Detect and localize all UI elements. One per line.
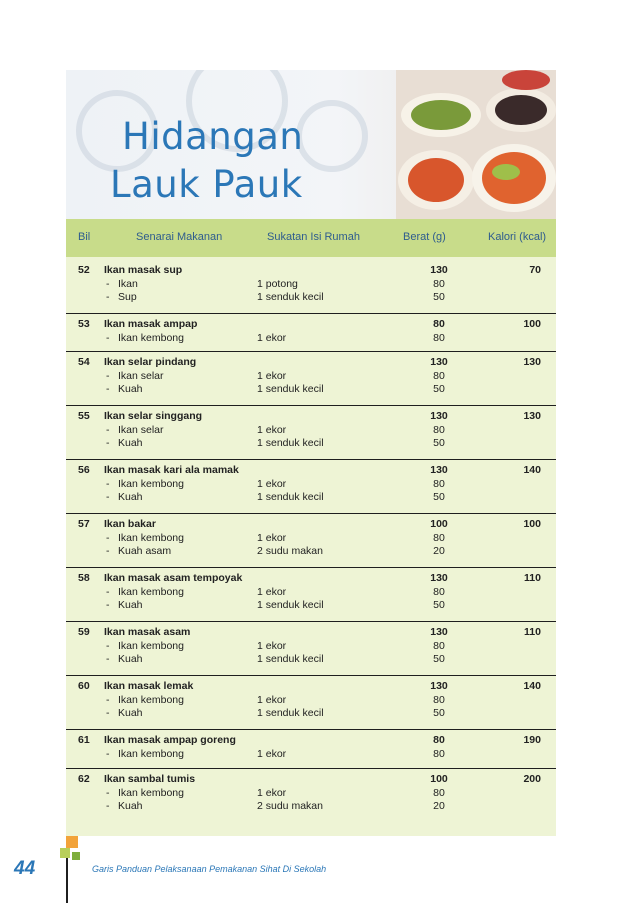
component-weight: 50 — [433, 653, 445, 665]
component-row — [66, 424, 556, 437]
household-measure: 1 ekor — [257, 370, 287, 382]
food-name: Ikan masak asam tempoyak — [104, 572, 243, 584]
component-name: Kuah — [118, 383, 143, 395]
component-weight: 80 — [433, 478, 445, 490]
component-row — [66, 599, 556, 612]
bullet-dash: - — [106, 653, 110, 665]
row-divider — [66, 621, 556, 622]
component-name: Ikan selar — [118, 424, 164, 436]
component-weight: 80 — [433, 532, 445, 544]
row-divider — [66, 459, 556, 460]
page-number: 44 — [14, 858, 36, 879]
component-weight: 50 — [433, 383, 445, 395]
household-measure: 1 ekor — [257, 332, 287, 344]
component-weight: 20 — [433, 800, 445, 812]
component-name: Kuah asam — [118, 545, 172, 557]
household-measure: 1 senduk kecil — [257, 653, 324, 665]
component-name: Ikan selar — [118, 370, 164, 382]
component-row — [66, 694, 556, 707]
component-name: Kuah — [118, 437, 143, 449]
total-weight: 130 — [430, 464, 448, 476]
food-name: Ikan sambal tumis — [104, 773, 196, 785]
household-measure: 1 senduk kecil — [257, 491, 324, 503]
household-measure: 1 ekor — [257, 694, 287, 706]
column-header-sukatan: Sukatan Isi Rumah — [267, 231, 360, 243]
calories: 110 — [524, 572, 541, 584]
household-measure: 1 senduk kecil — [257, 437, 324, 449]
component-name: Ikan kembong — [118, 787, 184, 799]
bullet-dash: - — [106, 291, 110, 303]
bullet-dash: - — [106, 694, 110, 706]
bullet-dash: - — [106, 424, 110, 436]
calories: 130 — [523, 356, 541, 368]
row-divider — [66, 675, 556, 676]
component-name: Sup — [118, 291, 137, 303]
bullet-dash: - — [106, 370, 110, 382]
calories: 200 — [523, 773, 541, 785]
bullet-dash: - — [106, 800, 110, 812]
total-weight: 130 — [430, 356, 448, 368]
row-divider — [66, 513, 556, 514]
page-title-line1: Hidangan — [122, 115, 304, 158]
component-weight: 80 — [433, 586, 445, 598]
component-name: Ikan kembong — [118, 586, 184, 598]
household-measure: 1 ekor — [257, 640, 287, 652]
component-row — [66, 332, 556, 345]
household-measure: 1 senduk kecil — [257, 383, 324, 395]
column-header-bil: Bil — [78, 231, 91, 243]
decor-square — [72, 852, 80, 860]
bullet-dash: - — [106, 599, 110, 611]
row-number: 54 — [78, 356, 90, 368]
row-divider — [66, 729, 556, 730]
component-name: Kuah — [118, 653, 143, 665]
component-weight: 50 — [433, 291, 445, 303]
row-number: 53 — [78, 318, 90, 330]
calories: 190 — [523, 734, 541, 746]
food-name: Ikan selar pindang — [104, 356, 197, 368]
component-weight: 50 — [433, 707, 445, 719]
row-number: 62 — [78, 773, 90, 785]
food-name: Ikan masak kari ala mamak — [104, 464, 239, 476]
household-measure: 1 senduk kecil — [257, 599, 324, 611]
calories: 100 — [523, 318, 541, 330]
bullet-dash: - — [106, 707, 110, 719]
component-weight: 80 — [433, 640, 445, 652]
calories: 140 — [523, 680, 541, 692]
food-name: Ikan selar singgang — [104, 410, 203, 422]
row-number: 60 — [78, 680, 90, 692]
bullet-dash: - — [106, 787, 110, 799]
total-weight: 80 — [433, 734, 445, 746]
row-divider — [66, 351, 556, 352]
household-measure: 1 ekor — [257, 748, 287, 760]
column-header-berat: Berat (g) — [403, 231, 446, 243]
bullet-dash: - — [106, 332, 110, 344]
household-measure: 1 ekor — [257, 424, 287, 436]
household-measure: 1 ekor — [257, 532, 287, 544]
component-weight: 50 — [433, 437, 445, 449]
row-divider — [66, 313, 556, 314]
row-divider — [66, 405, 556, 406]
bullet-dash: - — [106, 545, 110, 557]
component-row — [66, 370, 556, 383]
bullet-dash: - — [106, 640, 110, 652]
bullet-dash: - — [106, 586, 110, 598]
component-row — [66, 291, 556, 304]
calories: 140 — [523, 464, 541, 476]
column-header-kalori: Kalori (kcal) — [488, 231, 547, 243]
component-row — [66, 278, 556, 291]
component-weight: 80 — [433, 748, 445, 760]
row-number: 57 — [78, 518, 90, 530]
bullet-dash: - — [106, 383, 110, 395]
total-weight: 100 — [430, 773, 448, 785]
row-number: 55 — [78, 410, 90, 422]
food-name: Ikan masak asam — [104, 626, 191, 638]
component-row — [66, 653, 556, 666]
component-name: Ikan kembong — [118, 640, 184, 652]
component-row — [66, 707, 556, 720]
total-weight: 130 — [430, 680, 448, 692]
component-row — [66, 383, 556, 396]
table-header — [66, 219, 556, 257]
component-name: Ikan — [118, 278, 138, 290]
component-row — [66, 545, 556, 558]
component-name: Ikan kembong — [118, 332, 184, 344]
household-measure: 1 senduk kecil — [257, 291, 324, 303]
component-row — [66, 640, 556, 653]
row-number: 58 — [78, 572, 90, 584]
component-row — [66, 532, 556, 545]
component-row — [66, 437, 556, 450]
row-number: 52 — [78, 264, 90, 276]
row-divider — [66, 567, 556, 568]
total-weight: 130 — [430, 410, 448, 422]
total-weight: 80 — [433, 318, 445, 330]
component-weight: 20 — [433, 545, 445, 557]
food-name: Ikan masak ampap — [104, 318, 198, 330]
total-weight: 130 — [430, 264, 448, 276]
household-measure: 2 sudu makan — [257, 800, 323, 812]
household-measure: 1 ekor — [257, 478, 287, 490]
component-weight: 80 — [433, 694, 445, 706]
bullet-dash: - — [106, 278, 110, 290]
footer-text: Garis Panduan Pelaksanaan Pemakanan Sihat Di Sekolah — [92, 864, 327, 874]
component-row — [66, 491, 556, 504]
row-number: 56 — [78, 464, 90, 476]
bullet-dash: - — [106, 532, 110, 544]
bullet-dash: - — [106, 748, 110, 760]
component-weight: 80 — [433, 332, 445, 344]
household-measure: 2 sudu makan — [257, 545, 323, 557]
component-name: Kuah — [118, 491, 143, 503]
row-number: 59 — [78, 626, 90, 638]
calories: 100 — [523, 518, 541, 530]
component-row — [66, 800, 556, 813]
component-weight: 50 — [433, 599, 445, 611]
bullet-dash: - — [106, 491, 110, 503]
component-weight: 80 — [433, 424, 445, 436]
calories: 110 — [524, 626, 541, 638]
component-weight: 80 — [433, 278, 445, 290]
component-name: Ikan kembong — [118, 748, 184, 760]
decor-square — [60, 848, 70, 858]
calories: 130 — [523, 410, 541, 422]
component-name: Ikan kembong — [118, 532, 184, 544]
row-divider — [66, 768, 556, 769]
calories: 70 — [529, 264, 541, 276]
component-name: Kuah — [118, 707, 143, 719]
component-row — [66, 748, 556, 761]
food-name: Ikan masak sup — [104, 264, 183, 276]
component-name: Kuah — [118, 599, 143, 611]
household-measure: 1 ekor — [257, 586, 287, 598]
food-name: Ikan masak lemak — [104, 680, 194, 692]
bullet-dash: - — [106, 478, 110, 490]
household-measure: 1 ekor — [257, 787, 287, 799]
swirl-decoration — [296, 100, 368, 172]
component-name: Ikan kembong — [118, 478, 184, 490]
decor-square — [66, 836, 78, 848]
row-number: 61 — [78, 734, 90, 746]
component-name: Ikan kembong — [118, 694, 184, 706]
column-header-senarai-makanan: Senarai Makanan — [136, 231, 223, 243]
total-weight: 130 — [430, 572, 448, 584]
component-row — [66, 586, 556, 599]
bullet-dash: - — [106, 437, 110, 449]
component-weight: 80 — [433, 787, 445, 799]
component-row — [66, 787, 556, 800]
household-measure: 1 potong — [257, 278, 298, 290]
total-weight: 100 — [430, 518, 448, 530]
food-name: Ikan bakar — [104, 518, 156, 530]
component-weight: 50 — [433, 491, 445, 503]
food-photo — [396, 70, 556, 220]
total-weight: 130 — [430, 626, 448, 638]
component-weight: 80 — [433, 370, 445, 382]
food-name: Ikan masak ampap goreng — [104, 734, 236, 746]
page-title-line2: Lauk Pauk — [110, 163, 303, 206]
household-measure: 1 senduk kecil — [257, 707, 324, 719]
component-name: Kuah — [118, 800, 143, 812]
component-row — [66, 478, 556, 491]
